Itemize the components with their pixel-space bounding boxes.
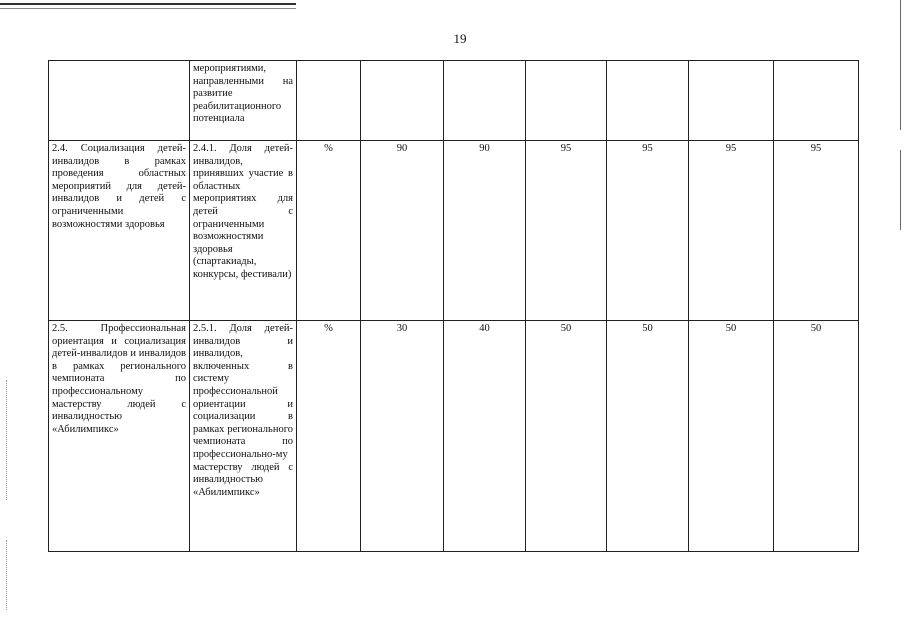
table-row: [49, 141, 859, 321]
left-margin-dots: [6, 380, 8, 500]
value-cell: 95: [526, 141, 607, 321]
task-cell: [49, 61, 190, 141]
unit-cell: %: [297, 321, 361, 552]
left-margin-dots: [6, 540, 8, 610]
unit-cell: %: [297, 141, 361, 321]
value-cell: [607, 61, 689, 141]
value-cell: 50: [689, 321, 774, 552]
indicator-cell: 2.4.1. Доля детей-инвалидов, принявших участие в областных мероприятиях для детей с ограниченными возможностями здоровья (спартакиады, конкурсы, фестивали): [190, 141, 297, 321]
right-edge-mark: [900, 0, 901, 130]
value-cell: 90: [444, 141, 526, 321]
page-number: 19: [453, 31, 467, 46]
value-cell: [774, 61, 859, 141]
indicators-table: [48, 60, 859, 552]
header-rule: [0, 3, 296, 5]
right-edge-mark: [900, 150, 901, 230]
value-cell: 50: [607, 321, 689, 552]
task-cell: 2.5. Профессиональная ориентация и социализация детей-инвалидов и инвалидов в рамках регионального чемпионата по профессиональному мастерству людей с инвалидностью «Абилимпикс»: [49, 321, 190, 552]
value-cell: 95: [607, 141, 689, 321]
value-cell: 30: [361, 321, 444, 552]
value-cell: [526, 61, 607, 141]
table-row: [49, 61, 859, 141]
unit-cell: [297, 61, 361, 141]
value-cell: 90: [361, 141, 444, 321]
indicator-cell: мероприятиями, направленными на развитие реабилитационного потенциала: [190, 61, 297, 141]
value-cell: [361, 61, 444, 141]
value-cell: 95: [689, 141, 774, 321]
task-cell: 2.4. Социализация детей-инвалидов в рамках проведения областных мероприятий для детей-инвалидов и детей с ограниченными возможностями здоровья: [49, 141, 190, 321]
value-cell: 95: [774, 141, 859, 321]
value-cell: [689, 61, 774, 141]
value-cell: 50: [526, 321, 607, 552]
table-row: [49, 321, 859, 552]
header-rule-thin: [0, 8, 296, 9]
value-cell: 40: [444, 321, 526, 552]
value-cell: [444, 61, 526, 141]
value-cell: 50: [774, 321, 859, 552]
indicator-cell: 2.5.1. Доля детей-инвалидов и инвалидов, включенных в систему профессиональной ориентации и социализации в рамках регионального чемпионата по профессионально-му мастерству людей с инвалидностью «Абилимпикс»: [190, 321, 297, 552]
